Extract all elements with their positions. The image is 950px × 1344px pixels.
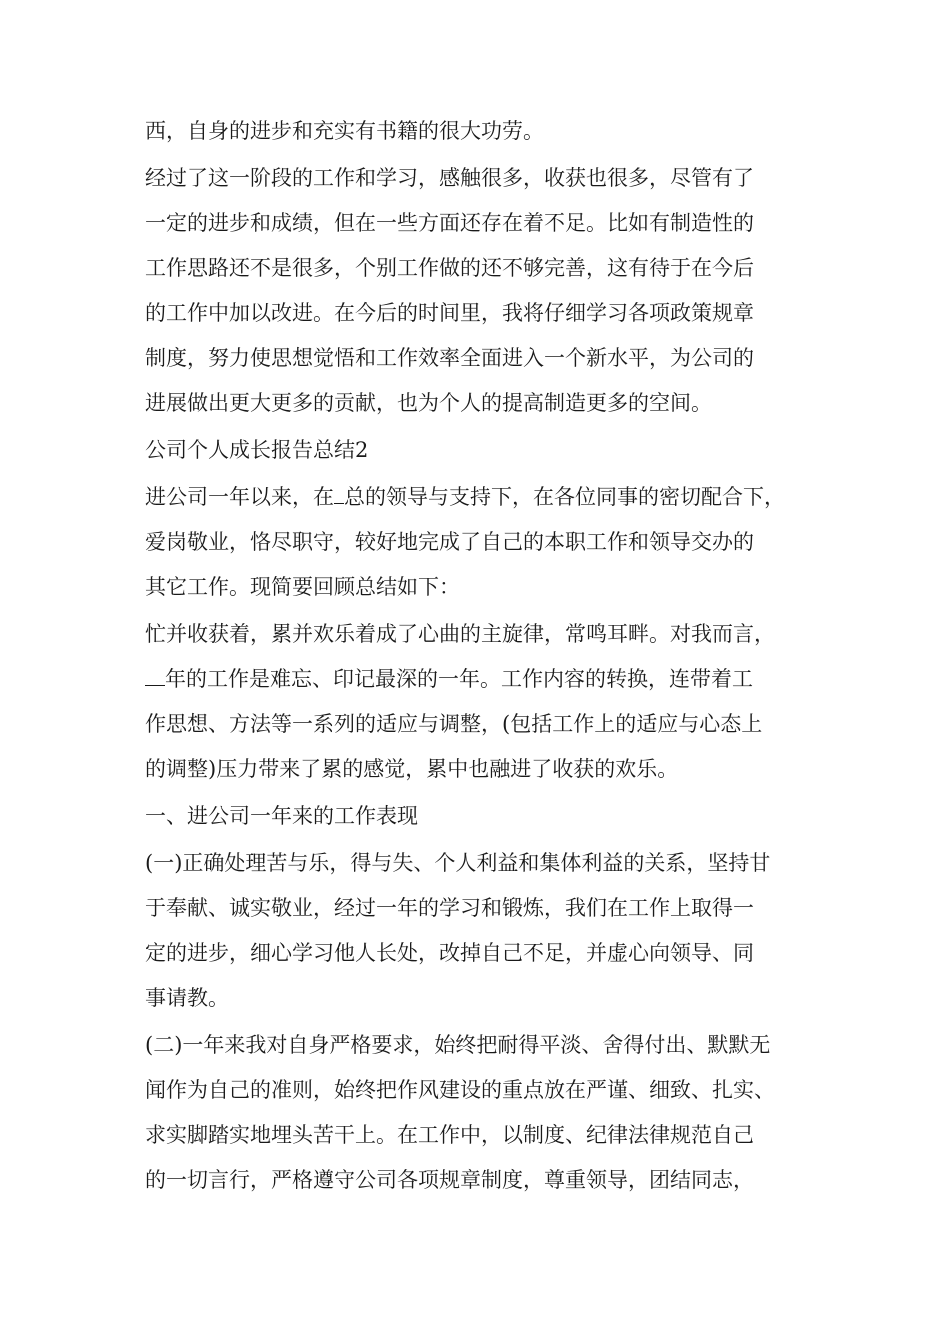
text-line: 事请教。 bbox=[145, 986, 229, 1010]
text-line: 制度，努力使思想觉悟和工作效率全面进入一个新水平，为公司的 bbox=[145, 346, 754, 370]
text-line: (一)正确处理苦与乐，得与失、个人利益和集体利益的关系，坚持甘 bbox=[145, 851, 771, 875]
text-line: 忙并收获着，累并欢乐着成了心曲的主旋律，常鸣耳畔。对我而言， bbox=[145, 622, 775, 646]
text-line: 定的进步，细心学习他人长处，改掉自己不足，并虚心向领导、同 bbox=[145, 941, 754, 965]
text-line: 作思想、方法等一系列的适应与调整，(包括工作上的适应与心态上 bbox=[145, 712, 763, 736]
text-line: 求实脚踏实地埋头苦干上。在工作中，以制度、纪律法律规范自己 bbox=[145, 1123, 754, 1147]
text-fragment: 进公司一年以来，在 bbox=[145, 485, 334, 509]
text-line: 工作思路还不是很多，个别工作做的还不够完善，这有待于在今后 bbox=[145, 256, 754, 280]
section-heading: 一、进公司一年来的工作表现 bbox=[145, 804, 418, 828]
text-line: 其它工作。现简要回顾总结如下： bbox=[145, 575, 460, 599]
text-line: 的调整)压力带来了累的感觉，累中也融进了收获的欢乐。 bbox=[145, 757, 679, 781]
text-line bbox=[145, 482, 785, 512]
text-line: 于奉献、诚实敬业，经过一年的学习和锻炼，我们在工作上取得一 bbox=[145, 896, 754, 920]
text-fragment: 年的工作是难忘、印记最深的一年。工作内容的转换，连带着工 bbox=[165, 667, 753, 691]
text-fragment: 总的领导与支持下，在各位同事的密切配合下， bbox=[344, 485, 785, 509]
text-line bbox=[145, 664, 753, 694]
text-line: 的一切言行，严格遵守公司各项规章制度，尊重领导，团结同志， bbox=[145, 1168, 754, 1192]
text-line: 爱岗敬业，恪尽职守，较好地完成了自己的本职工作和领导交办的 bbox=[145, 530, 754, 554]
text-line: 一定的进步和成绩，但在一些方面还存在着不足。比如有制造性的 bbox=[145, 211, 754, 235]
text-line: 的工作中加以改进。在今后的时间里，我将仔细学习各项政策规章 bbox=[145, 301, 754, 325]
text-line: 经过了这一阶段的工作和学习，感触很多，收获也很多，尽管有了 bbox=[145, 166, 754, 190]
text-line: (二)一年来我对自身严格要求，始终把耐得平淡、舍得付出、默默无 bbox=[145, 1033, 771, 1057]
text-line: 西，自身的进步和充实有书籍的很大功劳。 bbox=[145, 119, 544, 143]
blank-underline bbox=[145, 665, 165, 686]
text-line: 进展做出更大更多的贡献，也为个人的提高制造更多的空间。 bbox=[145, 391, 712, 415]
section-heading: 公司个人成长报告总结2 bbox=[145, 438, 369, 462]
blank-underline bbox=[334, 483, 344, 504]
text-line: 闻作为自己的准则，始终把作风建设的重点放在严谨、细致、扎实、 bbox=[145, 1078, 775, 1102]
